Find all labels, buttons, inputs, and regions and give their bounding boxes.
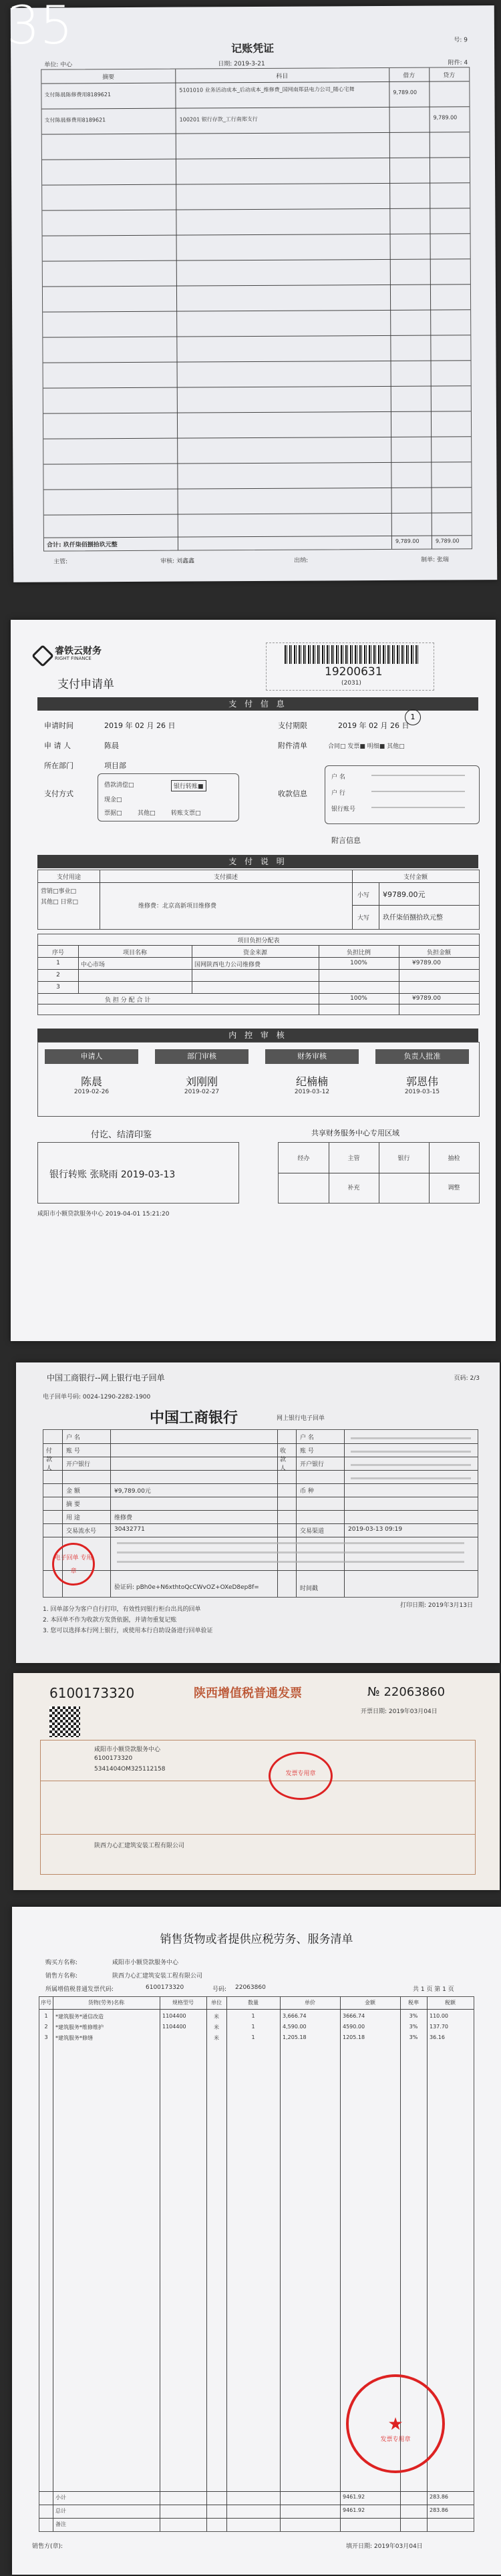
flow-step: 负责人批准 郭恩伟 2019-03-15 xyxy=(375,1049,469,1109)
voucher-row-summary: 支付陈晨陈修费用8189621 xyxy=(44,91,112,98)
detail-row-rate: 3% xyxy=(409,2024,418,2030)
invoice-tax-no: 6100173320 xyxy=(94,1755,133,1762)
detail-seller: 陕西力心汇建筑安装工程有限公司 xyxy=(112,1973,203,1980)
bank-label: 户 名 xyxy=(300,1435,314,1441)
receiver-label: 收款信息 xyxy=(278,789,307,798)
dept-name: 项目部 xyxy=(104,761,126,770)
payment-application xyxy=(11,620,496,1341)
flow-step: 部门审核 刘刚刚 2019-02-27 xyxy=(155,1049,248,1109)
proj-total-label: 负 担 分 配 合 计 xyxy=(105,997,151,1004)
accounting-voucher xyxy=(11,5,497,582)
share-cell: 经办 xyxy=(297,1155,310,1162)
detail-row-price: 3,666.74 xyxy=(283,2013,307,2019)
section-payment-desc: 支 付 说 明 xyxy=(37,855,478,868)
bank-note: 2. 本回单不作为收款方发货依据，并请勿重复记账 xyxy=(43,1617,177,1624)
brand-logo-icon xyxy=(31,645,54,667)
apply-time: 2019 年 02 月 26 日 xyxy=(104,721,176,730)
applicant-label: 申 请 人 xyxy=(44,741,71,750)
desc-header-purpose: 支付用途 xyxy=(56,874,81,881)
detail-buyer-label: 购买方名称: xyxy=(45,1960,78,1966)
detail-row-name: *建筑服务*修缮 xyxy=(55,2035,93,2041)
share-cell: 调整 xyxy=(448,1185,460,1191)
bank-label: 时间戳 xyxy=(300,1586,319,1592)
bank-redacted xyxy=(117,1539,464,1566)
bank-label: 交易流水号 xyxy=(66,1528,97,1535)
bank-verify-code: 验证码: pBh0e+N6xthtoQcCWvOZ+OXeD8ep8f= xyxy=(114,1584,259,1591)
invoice-title: 陕西增值税普通发票 xyxy=(194,1686,302,1700)
detail-header: 税率 xyxy=(408,2000,419,2006)
bank-note: 1. 回单部分为客户自行打印，有效性同银行柜台出具的回单 xyxy=(43,1606,201,1613)
detail-row-qty: 1 xyxy=(251,2013,255,2019)
bank-redacted xyxy=(351,1433,471,1483)
proj-header-amount: 负担金额 xyxy=(426,950,451,956)
circle-number: 1 xyxy=(405,709,421,725)
bank-trade-no: 30432771 xyxy=(114,1526,145,1533)
amount-small-label: 小写 xyxy=(357,892,370,899)
proj-row-ratio: 100% xyxy=(350,960,367,966)
share-grid xyxy=(278,1142,480,1204)
invoice-table xyxy=(40,1740,476,1875)
detail-row-no: 1 xyxy=(44,2013,48,2019)
detail-buyer: 咸阳市小额贷款服务中心 xyxy=(112,1960,179,1966)
detail-row-price: 4,590.00 xyxy=(283,2024,307,2030)
bank-label: 开户银行 xyxy=(300,1461,325,1468)
due-label: 支付期限 xyxy=(278,721,307,730)
method-option: 银行转账■ xyxy=(171,780,206,791)
invoice-issue-date: 开票日期: 2019年03月04日 xyxy=(361,1708,438,1715)
invoice-number: № 22063860 xyxy=(367,1685,446,1699)
share-cell: 抽检 xyxy=(448,1155,460,1162)
invoice-qrcode xyxy=(49,1706,80,1737)
bank-stamp: 电子回单 专用章 xyxy=(52,1543,95,1586)
proj-header-source: 资金来源 xyxy=(242,950,267,956)
voucher-row-subject: 100201 银行存款_工行南郑支行 xyxy=(179,116,258,123)
brand-sub: RIGHT FINANCE xyxy=(55,656,92,661)
detail-number: 22063860 xyxy=(235,1984,266,1991)
bank-page-num: 页码: 2/3 xyxy=(454,1375,480,1382)
voucher-number: 号: 9 xyxy=(454,37,468,44)
amount-big: 玖仟柒佰捌拾玖元整 xyxy=(383,914,443,922)
detail-remark-label: 备注 xyxy=(55,2521,66,2527)
amount-big-label: 大写 xyxy=(357,915,370,922)
applicant-name: 陈晨 xyxy=(104,741,119,750)
desc-table xyxy=(37,870,480,930)
dept-label: 所在部门 xyxy=(44,761,73,770)
detail-row-tax: 110.00 xyxy=(430,2013,448,2019)
proj-header-no: 序号 xyxy=(51,950,64,956)
detail-row-name: *建筑服务*通信改造 xyxy=(55,2014,104,2020)
voucher-total-credit: 9,789.00 xyxy=(435,538,460,544)
bank-label: 账 号 xyxy=(66,1448,80,1455)
detail-row-no: 3 xyxy=(44,2034,48,2040)
purpose-option: 其他□ 日常□ xyxy=(41,899,78,906)
proj-total-amount: ¥9789.00 xyxy=(412,995,441,1002)
amount-small: ¥9789.00元 xyxy=(383,890,426,899)
detail-header: 单位 xyxy=(211,2000,222,2006)
invoice-seller: 陕西力心汇建筑安装工程有限公司 xyxy=(94,1843,185,1849)
attach-info-label: 附言信息 xyxy=(331,836,361,845)
bank-label: 金 额 xyxy=(66,1488,80,1495)
bank-label: 币 种 xyxy=(300,1488,314,1495)
bank-logo-sub: 网上银行电子回单 xyxy=(277,1415,325,1422)
voucher-row-summary: 支付陈晨修费用8189621 xyxy=(44,117,106,124)
share-section-title: 共享财务服务中心专用区域 xyxy=(311,1129,399,1137)
proj-total-ratio: 100% xyxy=(350,995,367,1002)
detail-seller-label: 销售方名称: xyxy=(45,1973,78,1980)
desc-header-amount: 支付金额 xyxy=(403,874,428,881)
detail-row-unit: 米 xyxy=(214,2014,219,2020)
due-date: 2019 年 02 月 26 日 xyxy=(338,721,409,730)
page-number: 35 xyxy=(7,0,73,56)
invoice-code-text: 5341404OM325112158 xyxy=(94,1766,166,1773)
proj-header-ratio: 负担比例 xyxy=(346,950,371,956)
bank-label: 摘 要 xyxy=(66,1501,80,1508)
voucher-total-debit: 9,789.00 xyxy=(395,538,420,544)
detail-sum-label: 小计 xyxy=(55,2495,66,2501)
detail-row-amount: 1205.18 xyxy=(343,2034,365,2040)
detail-row-unit: 米 xyxy=(214,2024,219,2030)
voucher-row-debit: 9,789.00 xyxy=(393,89,418,96)
voucher-attach: 附件: 4 xyxy=(448,59,468,67)
detail-row-unit: 米 xyxy=(214,2035,219,2041)
goods-detail-list xyxy=(12,1907,501,2575)
detail-header: 数量 xyxy=(248,2000,259,2006)
bank-table xyxy=(43,1429,478,1598)
detail-row-spec: 1104400 xyxy=(162,2013,186,2019)
voucher-header-debit: 借方 xyxy=(403,72,415,79)
method-option: 现金□ xyxy=(104,797,122,803)
voucher-date: 日期: 2019-3-21 xyxy=(218,60,265,68)
detail-invoice-label: 所属增值税普通发票代码: xyxy=(45,1986,114,1993)
invoice-stamp: 发票专用章 xyxy=(269,1752,333,1800)
detail-row-rate: 3% xyxy=(409,2013,418,2019)
attach-items: 合同□ 发票■ 明细■ 其他□ xyxy=(328,743,405,750)
voucher-header-credit: 贷方 xyxy=(443,72,456,79)
detail-row-amount: 3666.74 xyxy=(343,2013,365,2019)
pay-stamp: 银行转账 张晓雨 2019-03-13 xyxy=(49,1169,176,1180)
bracket-corner-icon xyxy=(266,642,434,691)
detail-row-amount: 4590.00 xyxy=(343,2024,365,2030)
bank-pay-time: 2019-03-13 09:19 xyxy=(348,1526,403,1533)
voucher-row-credit: 9,789.00 xyxy=(433,114,458,121)
flow-step: 申请人 陈晨 2019-02-26 xyxy=(45,1049,138,1109)
bank-serial: 电子回单号码: 0024-1290-2282-1900 xyxy=(43,1394,151,1401)
detail-row-no: 2 xyxy=(44,2024,48,2030)
voucher-total-label: 合计: 玖仟柒佰捌拾玖元整 xyxy=(46,542,118,549)
brand-name: 睿铁云财务 xyxy=(55,646,102,657)
proj-row-source: 国网陕西电力公司维修费 xyxy=(194,962,261,968)
desc-header-desc: 支付描述 xyxy=(213,874,238,881)
bank-label: 付款人 xyxy=(46,1448,53,1472)
apply-time-label: 申请时间 xyxy=(44,721,73,730)
bank-label: 收款人 xyxy=(280,1448,287,1472)
detail-header: 规格型号 xyxy=(172,2000,194,2006)
proj-row-no: 2 xyxy=(56,972,60,978)
detail-row-price: 1,205.18 xyxy=(283,2034,307,2040)
detail-invoice-code: 6100173320 xyxy=(146,1984,184,1991)
proj-row-name: 中心市场 xyxy=(81,962,106,968)
detail-header: 税额 xyxy=(445,2000,456,2006)
bank-top-title: 中国工商银行--网上银行电子回单 xyxy=(47,1373,165,1383)
print-note: 咸阳市小额贷款服务中心 2019-04-01 15:21:20 xyxy=(37,1211,170,1218)
receiver-redacted xyxy=(371,772,465,812)
barcode-sub: (2031) xyxy=(341,680,361,687)
voucher-footer-manager: 主管: xyxy=(53,558,68,566)
voucher-unit: 单位: 中心 xyxy=(44,61,73,69)
method-option: 其他□ xyxy=(138,810,156,817)
bank-print-date: 打印日期: 2019年3月13日 xyxy=(400,1602,473,1609)
section-control: 内 控 审 核 xyxy=(37,1029,478,1042)
detail-footer-date: 填开日期: 2019年03月04日 xyxy=(346,2543,423,2550)
share-cell: 补充 xyxy=(347,1185,360,1191)
bank-receipt xyxy=(16,1362,500,1663)
method-option: 借款清偿□ xyxy=(104,782,134,789)
detail-total-amount: 9461.92 xyxy=(343,2507,365,2513)
bank-note: 3. 您可以选择本行网上银行，或使用本行自助设备进行回单验证 xyxy=(43,1628,213,1634)
detail-row-qty: 1 xyxy=(251,2034,255,2040)
voucher-title: 记账凭证 xyxy=(231,41,275,55)
share-cell: 主管 xyxy=(347,1155,360,1162)
detail-row-tax: 137.70 xyxy=(430,2024,448,2030)
detail-header: 货物(劳务)名称 xyxy=(88,2000,125,2006)
detail-footer-seller: 销售方(章): xyxy=(32,2543,63,2550)
proj-header-name: 项目名称 xyxy=(122,950,147,956)
detail-header: 金额 xyxy=(365,2000,375,2006)
detail-title: 销售货物或者提供应税劳务、服务清单 xyxy=(160,1933,353,1946)
proj-row-no: 1 xyxy=(56,960,60,966)
voucher-footer-cashier: 出纳: xyxy=(294,557,309,564)
receiver-account-name: 户 名 xyxy=(331,774,345,781)
bank-logo: 中国工商银行 xyxy=(150,1410,238,1427)
voucher-header-summary: 摘要 xyxy=(102,74,115,81)
method-option: 转账支票□ xyxy=(171,810,201,817)
detail-row-name: *建筑服务*维修维护 xyxy=(55,2024,104,2030)
detail-row-spec: 1104400 xyxy=(162,2024,186,2030)
bank-label: 用 途 xyxy=(66,1515,80,1521)
detail-row-tax: 36.16 xyxy=(430,2034,445,2040)
bank-label: 账 号 xyxy=(300,1448,314,1455)
detail-total-tax: 283.86 xyxy=(430,2507,448,2513)
vat-invoice xyxy=(13,1673,500,1890)
project-table-title: 项目负担分配表 xyxy=(237,938,280,944)
receiver-account-no: 银行账号 xyxy=(331,806,356,813)
share-cell: 银行 xyxy=(397,1155,410,1162)
detail-total-label: 总计 xyxy=(55,2508,66,2514)
detail-sum-tax: 283.86 xyxy=(430,2494,448,2500)
flow-step: 财务审核 纪楠楠 2019-03-12 xyxy=(265,1049,359,1109)
payment-description: 维修费：北京高新项目维修费 xyxy=(138,903,217,910)
control-flow xyxy=(37,1042,480,1117)
detail-number-label: 号码: xyxy=(212,1986,227,1993)
voucher-header-subject: 科目 xyxy=(276,73,289,80)
purpose-option: 营销□事业□ xyxy=(41,888,77,895)
bank-label: 开户银行 xyxy=(66,1461,91,1468)
voucher-footer-maker: 制单: 张瑞 xyxy=(421,556,450,564)
voucher-table xyxy=(41,67,472,551)
method-option: 票据□ xyxy=(104,810,122,817)
proj-row-no: 3 xyxy=(56,984,60,990)
invoice-code: 6100173320 xyxy=(49,1685,135,1701)
payment-title: 支付申请单 xyxy=(57,678,114,691)
section-payment-info: 支 付 信 息 xyxy=(37,697,478,711)
detail-stamp: ★ 发票专用章 xyxy=(346,2374,445,2473)
bank-label: 交易渠道 xyxy=(300,1528,325,1535)
detail-sum-amount: 9461.92 xyxy=(343,2494,365,2500)
barcode-number: 19200631 xyxy=(325,665,383,679)
voucher-row-subject: 5101010 业务活动成本_后动成本_维修费_国网南郑县电力公司_随心宅舞 xyxy=(179,86,355,94)
voucher-footer-review: 审核: 刘鑫鑫 xyxy=(160,558,195,565)
pay-section-title: 付讫、结清印鉴 xyxy=(91,1130,152,1140)
detail-row-rate: 3% xyxy=(409,2034,418,2040)
bank-amount: ¥9,789.00元 xyxy=(114,1488,151,1495)
detail-page: 共 1 页 第 1 页 xyxy=(413,1986,454,1993)
method-label: 支付方式 xyxy=(44,789,73,798)
detail-row-qty: 1 xyxy=(251,2024,255,2030)
detail-header: 单价 xyxy=(305,2000,315,2006)
attach-label: 附件清单 xyxy=(278,741,307,750)
receiver-bank: 户 行 xyxy=(331,790,345,797)
bank-label: 户 名 xyxy=(66,1435,80,1441)
project-table xyxy=(37,934,480,1015)
proj-row-amount: ¥9789.00 xyxy=(412,960,441,966)
bank-purpose: 维修费 xyxy=(114,1515,133,1521)
invoice-buyer: 咸阳市小额贷款服务中心 xyxy=(94,1746,161,1753)
detail-header: 序号 xyxy=(41,2000,51,2006)
